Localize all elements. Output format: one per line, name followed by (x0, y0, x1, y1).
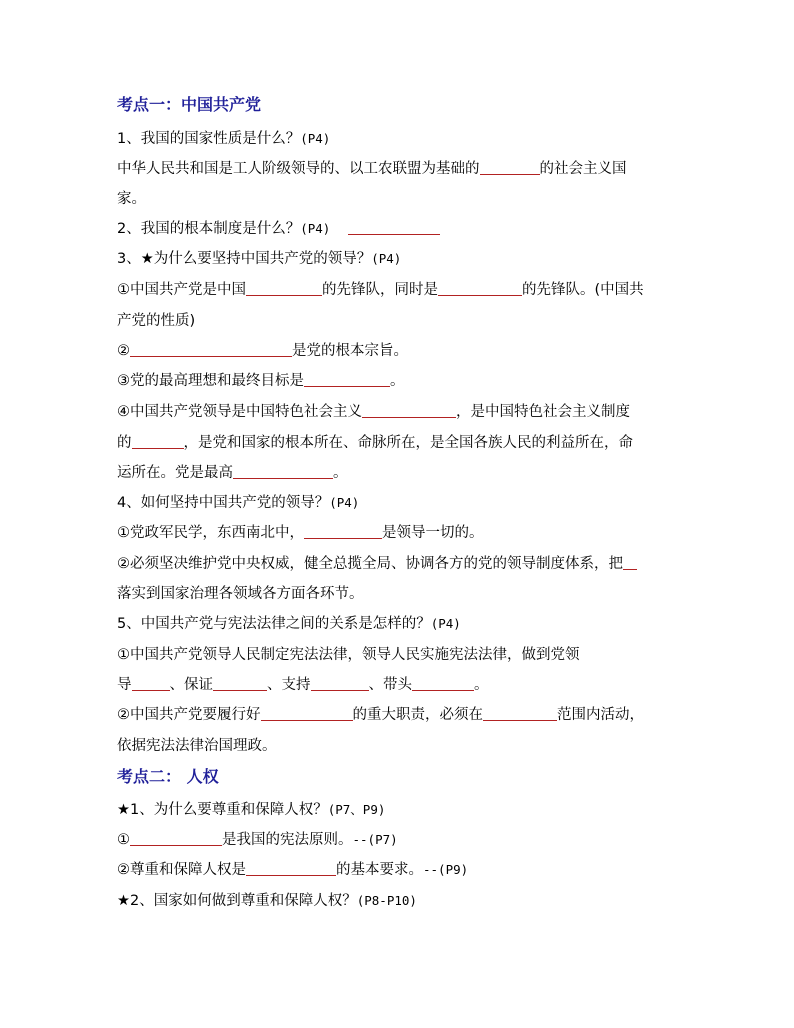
fill-blank[interactable] (304, 372, 390, 387)
page-ref: --(P7) (352, 832, 398, 847)
fill-blank[interactable] (246, 861, 336, 876)
answer-text: 。 (390, 373, 405, 389)
answer-text: 运所在。党是最高 (117, 465, 233, 481)
fill-blank[interactable] (438, 281, 522, 296)
answer-line (117, 372, 405, 390)
answer-text: ① (117, 832, 130, 848)
answer-text: 导 (117, 677, 132, 693)
fill-blank[interactable] (483, 706, 557, 721)
answer-text: 。 (474, 677, 489, 693)
answer-text: ③党的最高理想和最终目标是 (117, 373, 304, 389)
answer-text: 的基本要求。 (336, 862, 423, 878)
answer-text: ②尊重和保障人权是 (117, 862, 246, 878)
answer-text: 中华人民共和国是工人阶级领导的、以工农联盟为基础的 (117, 161, 480, 177)
answer-line (117, 706, 644, 724)
page-ref: (P7、P9) (327, 802, 386, 817)
answer-text: 是我国的宪法原则。 (222, 832, 353, 848)
answer-line (117, 524, 484, 542)
answer-line: ①中国共产党领导人民制定宪法法律，领导人民实施宪法法律，做到党领 (117, 647, 580, 663)
question-1 (117, 801, 385, 819)
page-ref: (P4) (329, 495, 360, 510)
fill-blank[interactable] (132, 676, 170, 691)
answer-line (117, 403, 630, 421)
fill-blank[interactable] (213, 676, 267, 691)
question-text: 5、中国共产党与宪法法律之间的关系是怎样的？ (117, 616, 431, 632)
page-ref: (P4) (300, 221, 331, 236)
answer-text: ，是党和国家的根本所在、命脉所在，是全国各族人民的利益所在，命 (183, 435, 633, 451)
answer-line (117, 861, 468, 879)
answer-text: 、支持 (267, 677, 311, 693)
question-text: 4、如何坚持中国共产党的领导？ (117, 495, 330, 511)
answer-text: 。 (333, 465, 348, 481)
answer-line (117, 342, 408, 360)
question-text: 2、我国的根本制度是什么？ (117, 221, 301, 237)
answer-text: ②必须坚决维护党中央权威，健全总揽全局、协调各方的党的领导制度体系，把 (117, 556, 623, 572)
answer-line: 依据宪法法律治国理政。 (117, 738, 277, 754)
question-2 (117, 892, 417, 910)
answer-line: 落实到国家治理各领域各方面各环节。 (117, 586, 364, 602)
page-ref: (P4) (371, 251, 402, 266)
fill-blank[interactable] (311, 676, 369, 691)
answer-line (117, 464, 348, 482)
fill-blank[interactable] (304, 524, 382, 539)
fill-blank[interactable] (132, 434, 184, 449)
answer-text: 是领导一切的。 (382, 525, 484, 541)
question-text: 3、★为什么要坚持中国共产党的领导？ (117, 251, 372, 267)
answer-text: ④中国共产党领导是中国特色社会主义 (117, 404, 362, 420)
question-text: ★2、国家如何做到尊重和保障人权？ (117, 893, 357, 909)
page-ref: --(P9) (423, 862, 469, 877)
page-ref: (P4) (430, 616, 461, 631)
question-text: 1、我国的国家性质是什么？ (117, 131, 301, 147)
answer-text: ② (117, 343, 130, 359)
question-2 (117, 220, 440, 238)
question-1 (117, 130, 330, 148)
answer-text: ②中国共产党要履行好 (117, 707, 261, 723)
fill-blank[interactable] (130, 831, 222, 846)
fill-blank[interactable] (362, 403, 456, 418)
answer-line: 家。 (117, 191, 146, 207)
question-4 (117, 494, 359, 512)
answer-line (117, 281, 644, 299)
answer-line: 产党的性质) (117, 313, 196, 329)
answer-line (117, 434, 633, 452)
answer-text: 、保证 (169, 677, 213, 693)
answer-line (117, 160, 627, 178)
answer-line (117, 831, 398, 849)
question-5 (117, 615, 461, 633)
answer-text: ①党政军民学，东西南北中， (117, 525, 304, 541)
answer-text: 的先锋队，同时是 (322, 282, 438, 298)
page-ref: (P8-P10) (356, 893, 417, 908)
fill-blank[interactable] (130, 342, 292, 357)
answer-text: 、带头 (368, 677, 412, 693)
question-text: ★1、为什么要尊重和保障人权？ (117, 802, 328, 818)
fill-blank[interactable] (480, 160, 540, 175)
answer-text: ，是中国特色社会主义制度 (456, 404, 630, 420)
answer-text: 范围内活动， (557, 707, 644, 723)
answer-text: ①中国共产党是中国 (117, 282, 246, 298)
answer-text: 的社会主义国 (539, 161, 627, 177)
answer-text: 的 (117, 435, 132, 451)
answer-line (117, 555, 637, 573)
section-heading-1: 考点一：中国共产党 (117, 95, 262, 114)
answer-line (117, 676, 489, 694)
fill-blank[interactable] (261, 706, 353, 721)
page-ref: (P4) (300, 131, 331, 146)
answer-text: 的先锋队。(中国共 (522, 282, 644, 298)
fill-blank[interactable] (412, 676, 474, 691)
fill-blank[interactable] (623, 555, 637, 570)
fill-blank[interactable] (348, 220, 440, 235)
fill-blank[interactable] (233, 464, 333, 479)
fill-blank[interactable] (246, 281, 322, 296)
answer-text: 是党的根本宗旨。 (292, 343, 408, 359)
question-3 (117, 250, 401, 268)
section-heading-2: 考点二： 人权 (117, 767, 219, 786)
answer-text: 的重大职责，必须在 (352, 707, 483, 723)
